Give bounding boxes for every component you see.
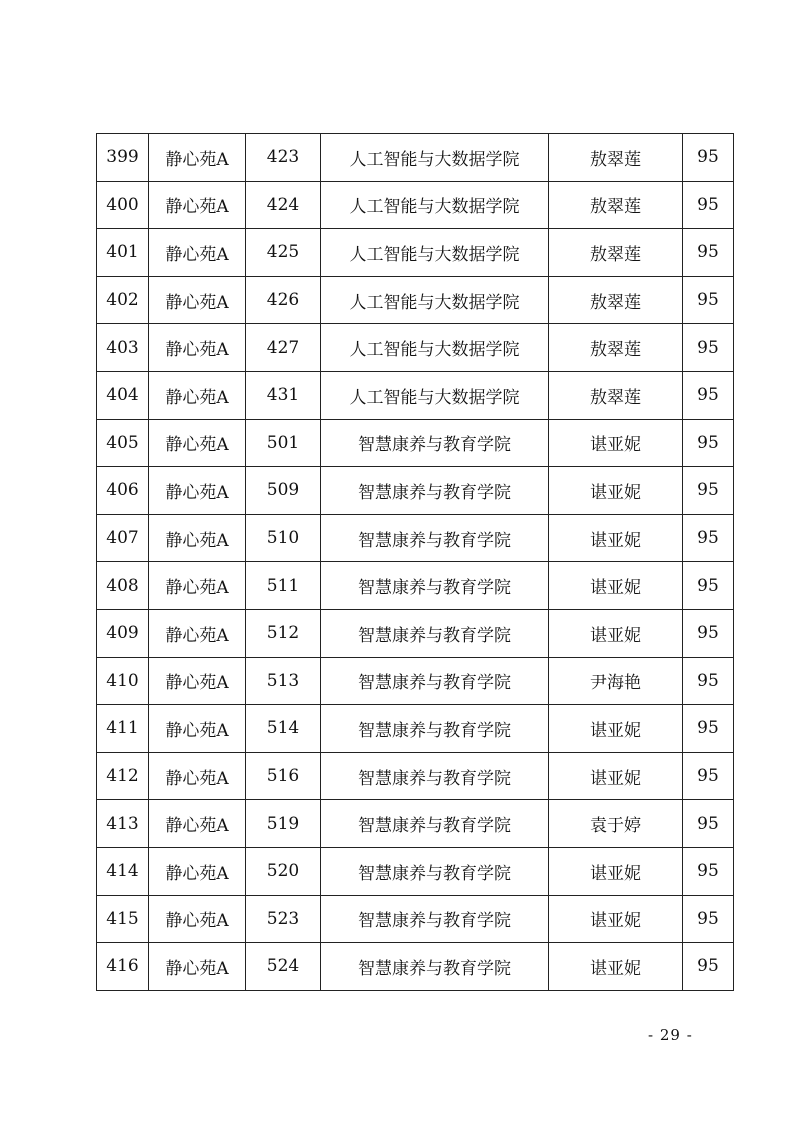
- person-cell: 谌亚妮: [549, 419, 683, 467]
- score-cell: 95: [683, 467, 734, 515]
- building-cell: 静心苑A: [149, 705, 246, 753]
- score-cell: 95: [683, 324, 734, 372]
- row-number-cell: 399: [97, 134, 149, 182]
- table-row: [97, 609, 734, 657]
- person-cell: 敖翠莲: [549, 181, 683, 229]
- row-number-cell: 401: [97, 229, 149, 277]
- table-row: [97, 943, 734, 991]
- table-row: [97, 181, 734, 229]
- row-number-cell: 412: [97, 752, 149, 800]
- score-cell: 95: [683, 419, 734, 467]
- dormitory-score-table: [96, 133, 734, 991]
- row-number-cell: 413: [97, 800, 149, 848]
- building-cell: 静心苑A: [149, 229, 246, 277]
- room-cell: 427: [246, 324, 321, 372]
- table-row: [97, 705, 734, 753]
- room-cell: 516: [246, 752, 321, 800]
- college-cell: 智慧康养与教育学院: [321, 514, 549, 562]
- college-cell: 人工智能与大数据学院: [321, 324, 549, 372]
- room-cell: 424: [246, 181, 321, 229]
- table-row: [97, 847, 734, 895]
- building-cell: 静心苑A: [149, 562, 246, 610]
- table-row: [97, 895, 734, 943]
- person-cell: 谌亚妮: [549, 895, 683, 943]
- college-cell: 智慧康养与教育学院: [321, 657, 549, 705]
- score-cell: 95: [683, 752, 734, 800]
- row-number-cell: 407: [97, 514, 149, 562]
- table-row: [97, 229, 734, 277]
- table-row: [97, 657, 734, 705]
- score-cell: 95: [683, 847, 734, 895]
- score-cell: 95: [683, 657, 734, 705]
- row-number-cell: 416: [97, 943, 149, 991]
- building-cell: 静心苑A: [149, 371, 246, 419]
- score-cell: 95: [683, 181, 734, 229]
- room-cell: 423: [246, 134, 321, 182]
- table-row: [97, 134, 734, 182]
- college-cell: 智慧康养与教育学院: [321, 752, 549, 800]
- building-cell: 静心苑A: [149, 895, 246, 943]
- college-cell: 智慧康养与教育学院: [321, 895, 549, 943]
- table-row: [97, 276, 734, 324]
- college-cell: 智慧康养与教育学院: [321, 705, 549, 753]
- person-cell: 敖翠莲: [549, 229, 683, 277]
- room-cell: 523: [246, 895, 321, 943]
- college-cell: 智慧康养与教育学院: [321, 800, 549, 848]
- building-cell: 静心苑A: [149, 847, 246, 895]
- building-cell: 静心苑A: [149, 800, 246, 848]
- score-cell: 95: [683, 276, 734, 324]
- score-cell: 95: [683, 371, 734, 419]
- room-cell: 425: [246, 229, 321, 277]
- person-cell: 敖翠莲: [549, 276, 683, 324]
- table-row: [97, 371, 734, 419]
- room-cell: 513: [246, 657, 321, 705]
- college-cell: 智慧康养与教育学院: [321, 609, 549, 657]
- score-cell: 95: [683, 514, 734, 562]
- room-cell: 501: [246, 419, 321, 467]
- score-cell: 95: [683, 134, 734, 182]
- building-cell: 静心苑A: [149, 276, 246, 324]
- person-cell: 谌亚妮: [549, 943, 683, 991]
- row-number-cell: 406: [97, 467, 149, 515]
- room-cell: 524: [246, 943, 321, 991]
- person-cell: 尹海艳: [549, 657, 683, 705]
- college-cell: 人工智能与大数据学院: [321, 134, 549, 182]
- building-cell: 静心苑A: [149, 943, 246, 991]
- room-cell: 509: [246, 467, 321, 515]
- row-number-cell: 402: [97, 276, 149, 324]
- row-number-cell: 403: [97, 324, 149, 372]
- score-cell: 95: [683, 562, 734, 610]
- table-body: [97, 134, 734, 991]
- row-number-cell: 404: [97, 371, 149, 419]
- building-cell: 静心苑A: [149, 657, 246, 705]
- score-cell: 95: [683, 705, 734, 753]
- score-cell: 95: [683, 895, 734, 943]
- person-cell: 谌亚妮: [549, 467, 683, 515]
- table-row: [97, 419, 734, 467]
- row-number-cell: 411: [97, 705, 149, 753]
- building-cell: 静心苑A: [149, 467, 246, 515]
- person-cell: 敖翠莲: [549, 371, 683, 419]
- table-row: [97, 562, 734, 610]
- room-cell: 520: [246, 847, 321, 895]
- row-number-cell: 405: [97, 419, 149, 467]
- person-cell: 谌亚妮: [549, 609, 683, 657]
- college-cell: 智慧康养与教育学院: [321, 943, 549, 991]
- building-cell: 静心苑A: [149, 324, 246, 372]
- college-cell: 智慧康养与教育学院: [321, 467, 549, 515]
- table-row: [97, 800, 734, 848]
- person-cell: 谌亚妮: [549, 705, 683, 753]
- table-row: [97, 467, 734, 515]
- person-cell: 敖翠莲: [549, 134, 683, 182]
- person-cell: 谌亚妮: [549, 847, 683, 895]
- table-row: [97, 514, 734, 562]
- college-cell: 人工智能与大数据学院: [321, 181, 549, 229]
- person-cell: 谌亚妮: [549, 514, 683, 562]
- room-cell: 512: [246, 609, 321, 657]
- building-cell: 静心苑A: [149, 514, 246, 562]
- row-number-cell: 400: [97, 181, 149, 229]
- room-cell: 510: [246, 514, 321, 562]
- row-number-cell: 410: [97, 657, 149, 705]
- college-cell: 智慧康养与教育学院: [321, 847, 549, 895]
- room-cell: 519: [246, 800, 321, 848]
- table-row: [97, 752, 734, 800]
- room-cell: 431: [246, 371, 321, 419]
- building-cell: 静心苑A: [149, 609, 246, 657]
- row-number-cell: 408: [97, 562, 149, 610]
- room-cell: 514: [246, 705, 321, 753]
- person-cell: 谌亚妮: [549, 752, 683, 800]
- person-cell: 敖翠莲: [549, 324, 683, 372]
- college-cell: 智慧康养与教育学院: [321, 562, 549, 610]
- room-cell: 426: [246, 276, 321, 324]
- building-cell: 静心苑A: [149, 419, 246, 467]
- row-number-cell: 409: [97, 609, 149, 657]
- page-number: - 29 -: [648, 1026, 693, 1044]
- room-cell: 511: [246, 562, 321, 610]
- table-row: [97, 324, 734, 372]
- row-number-cell: 415: [97, 895, 149, 943]
- college-cell: 智慧康养与教育学院: [321, 419, 549, 467]
- college-cell: 人工智能与大数据学院: [321, 371, 549, 419]
- college-cell: 人工智能与大数据学院: [321, 229, 549, 277]
- building-cell: 静心苑A: [149, 752, 246, 800]
- row-number-cell: 414: [97, 847, 149, 895]
- person-cell: 袁于婷: [549, 800, 683, 848]
- score-cell: 95: [683, 943, 734, 991]
- score-cell: 95: [683, 609, 734, 657]
- building-cell: 静心苑A: [149, 134, 246, 182]
- person-cell: 谌亚妮: [549, 562, 683, 610]
- score-cell: 95: [683, 800, 734, 848]
- building-cell: 静心苑A: [149, 181, 246, 229]
- college-cell: 人工智能与大数据学院: [321, 276, 549, 324]
- score-cell: 95: [683, 229, 734, 277]
